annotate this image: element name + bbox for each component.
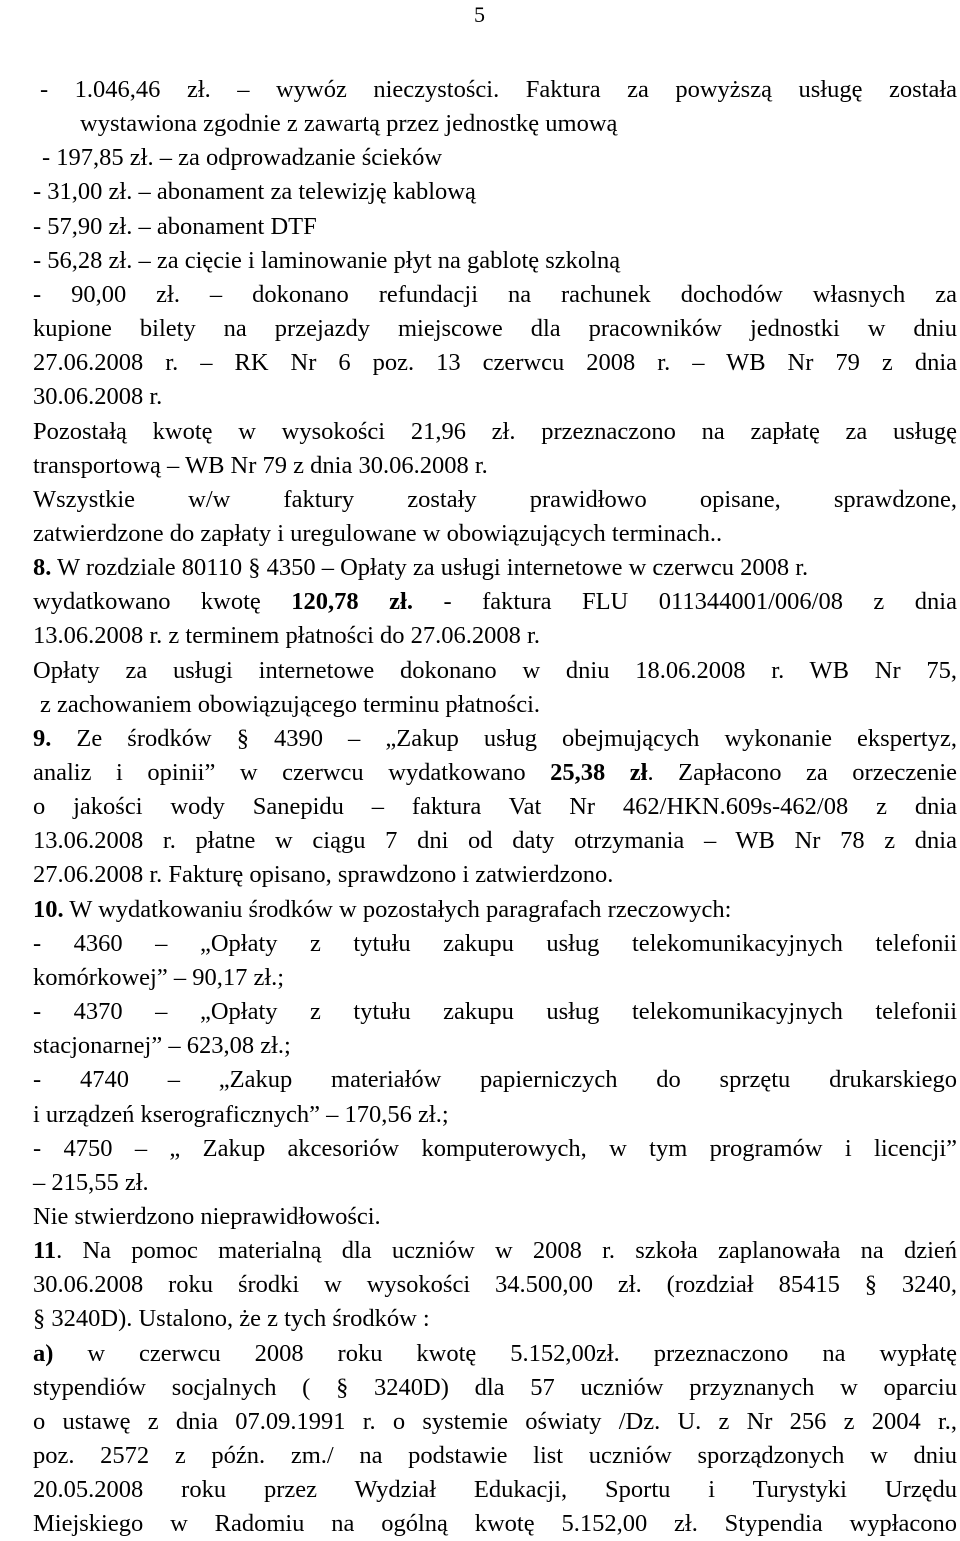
text-line bbox=[80, 107, 957, 141]
text-line bbox=[33, 312, 957, 346]
text-line bbox=[33, 551, 957, 585]
line-text: - 4370 – „Opłaty z tytułu zakupu usług telekomunikacyjnych telefonii bbox=[33, 998, 957, 1026]
text-line bbox=[33, 175, 957, 209]
line-text: . Na pomoc materialną dla uczniów w 2008 r. szkoła zaplanowała na dzień bbox=[56, 1237, 957, 1265]
text-line bbox=[33, 585, 957, 619]
text-line bbox=[33, 1268, 957, 1302]
text-line bbox=[33, 278, 957, 312]
text-line bbox=[33, 995, 957, 1029]
text-line bbox=[33, 380, 957, 414]
text-line bbox=[33, 346, 957, 380]
text-line bbox=[33, 1234, 957, 1268]
text-line bbox=[33, 1337, 957, 1371]
text-line bbox=[33, 1200, 957, 1234]
line-text: 20.05.2008 roku przez Wydział Edukacji, Sportu i Turystyki Urzędu bbox=[33, 1476, 957, 1504]
text-line bbox=[33, 244, 957, 278]
line-text: Nie stwierdzono nieprawidłowości. bbox=[33, 1202, 381, 1230]
line-text: 30.06.2008 r. bbox=[33, 383, 163, 411]
text-line bbox=[33, 654, 957, 688]
line-text: - 4750 – „ Zakup akcesoriów komputerowych, w tym programów i licencji” bbox=[33, 1134, 957, 1162]
line-text: - 197,85 zł. – za odprowadzanie ścieków bbox=[42, 144, 443, 172]
line-text: 30.06.2008 roku środki w wysokości 34.500,00 zł. (rozdział 85415 § 3240, bbox=[33, 1271, 957, 1299]
text-line bbox=[33, 927, 957, 961]
text-line bbox=[33, 1439, 957, 1473]
line-text: . Zapłacono za orzeczenie bbox=[647, 759, 958, 786]
line-text: W rozdziale 80110 § 4350 – Opłaty za usługi internetowe w czerwcu 2008 r. bbox=[51, 554, 809, 582]
page-number: 5 bbox=[474, 2, 485, 27]
text-line bbox=[33, 961, 957, 995]
line-text: wystawiona zgodnie z zawartą przez jednostkę umową bbox=[80, 110, 618, 138]
line-text: Wszystkie w/w faktury zostały prawidłowo opisane, sprawdzone, bbox=[33, 485, 957, 513]
line-text: § 3240D). Ustalono, że z tych środków : bbox=[33, 1305, 430, 1333]
line-text: 27.06.2008 r. – RK Nr 6 poz. 13 czerwcu 2008 r. – WB Nr 79 z dnia bbox=[33, 349, 957, 377]
text-line bbox=[33, 756, 957, 790]
line-text: - 4740 – „Zakup materiałów papierniczych do sprzętu drukarskiego bbox=[33, 1066, 957, 1094]
line-text: - 4360 – „Opłaty z tytułu zakupu usług telekomunikacyjnych telefonii bbox=[33, 929, 957, 957]
line-text: o ustawę z dnia 07.09.1991 r. o systemie oświaty /Dz. U. z Nr 256 z 2004 r., bbox=[33, 1407, 957, 1435]
text-line bbox=[33, 1166, 957, 1200]
text-line bbox=[42, 141, 957, 175]
line-text: stacjonarnej” – 623,08 zł.; bbox=[33, 1032, 291, 1060]
text-line bbox=[33, 893, 957, 927]
text-line bbox=[33, 1132, 957, 1166]
line-text: transportową – WB Nr 79 z dnia 30.06.2008 r. bbox=[33, 451, 488, 479]
line-text: 27.06.2008 r. Fakturę opisano, sprawdzono i zatwierdzono. bbox=[33, 861, 614, 889]
section-number: 11 bbox=[33, 1237, 57, 1265]
line-text: Pozostałą kwotę w wysokości 21,96 zł. przeznaczono na zapłatę za usługę bbox=[33, 417, 957, 445]
line-text: - 31,00 zł. – abonament za telewizję kablową bbox=[33, 178, 476, 206]
text-line bbox=[33, 1029, 957, 1063]
line-text: zatwierdzone do zapłaty i uregulowane w obowiązujących terminach.. bbox=[33, 519, 723, 547]
text-line bbox=[33, 210, 957, 244]
text-line bbox=[33, 1405, 957, 1439]
line-text: W wydatkowaniu środków w pozostałych paragrafach rzeczowych: bbox=[63, 895, 732, 923]
line-text: kupione bilety na przejazdy miejscowe dla pracowników jednostki w dniu bbox=[33, 315, 957, 343]
text-line bbox=[33, 415, 957, 449]
line-text: 13.06.2008 r. płatne w ciągu 7 dni od daty otrzymania – WB Nr 78 z dnia bbox=[33, 827, 957, 855]
line-text: i urządzeń kserograficznych” – 170,56 zł.; bbox=[33, 1100, 449, 1128]
text-line bbox=[33, 449, 957, 483]
section-number: 9. bbox=[33, 724, 52, 752]
line-text: komórkowej” – 90,17 zł.; bbox=[33, 963, 285, 991]
text-line bbox=[33, 1473, 957, 1507]
line-text: Ze środków § 4390 – „Zakup usług obejmujących wykonanie ekspertyz, bbox=[51, 724, 957, 752]
section-number: 8. bbox=[33, 554, 52, 582]
bold-amount: 25,38 zł bbox=[550, 759, 648, 786]
section-number: a) bbox=[33, 1339, 54, 1367]
line-text: – 215,55 zł. bbox=[33, 1168, 149, 1196]
text-line bbox=[40, 73, 957, 107]
text-line bbox=[33, 1063, 957, 1097]
section-number: 10. bbox=[33, 895, 64, 923]
line-text: wydatkowano kwotę bbox=[33, 588, 292, 616]
text-line bbox=[33, 1098, 957, 1132]
text-line bbox=[33, 858, 957, 892]
line-text: poz. 2572 z późn. zm./ na podstawie list uczniów sporządzonych w dniu bbox=[33, 1442, 957, 1469]
text-line bbox=[33, 1302, 957, 1336]
text-line bbox=[40, 688, 957, 722]
text-line bbox=[33, 1507, 957, 1541]
bold-amount: 120,78 zł. bbox=[291, 588, 413, 616]
line-text: w czerwcu 2008 roku kwotę 5.152,00zł. przeznaczono na wypłatę bbox=[53, 1339, 957, 1367]
text-line bbox=[33, 1371, 957, 1405]
line-text: 13.06.2008 r. z terminem płatności do 27.06.2008 r. bbox=[33, 622, 540, 650]
line-text: analiz i opinii” w czerwcu wydatkowano bbox=[33, 759, 551, 786]
line-text: stypendiów socjalnych ( § 3240D) dla 57 uczniów przyznanych w oparciu bbox=[33, 1373, 957, 1401]
line-text: Miejskiego w Radomiu na ogólną kwotę 5.152,00 zł. Stypendia wypłacono bbox=[33, 1510, 957, 1538]
text-line bbox=[33, 824, 957, 858]
line-text: - 90,00 zł. – dokonano refundacji na rachunek dochodów własnych za bbox=[33, 280, 957, 308]
text-line bbox=[33, 517, 957, 551]
text-line bbox=[33, 790, 957, 824]
text-line bbox=[33, 722, 957, 756]
line-text: - 56,28 zł. – za cięcie i laminowanie płyt na gablotę szkolną bbox=[33, 246, 621, 274]
line-text: - 1.046,46 zł. – wywóz nieczystości. Faktura za powyższą usługę została bbox=[40, 76, 957, 103]
text-line bbox=[33, 483, 957, 517]
line-text: - 57,90 zł. – abonament DTF bbox=[33, 212, 317, 240]
line-text: z zachowaniem obowiązującego terminu płatności. bbox=[40, 690, 541, 718]
text-line bbox=[33, 619, 957, 653]
line-text: o jakości wody Sanepidu – faktura Vat Nr 462/HKN.609s-462/08 z dnia bbox=[33, 793, 957, 821]
line-text: - faktura FLU 011344001/006/08 z dnia bbox=[412, 588, 957, 616]
line-text: Opłaty za usługi internetowe dokonano w dniu 18.06.2008 r. WB Nr 75, bbox=[33, 656, 957, 684]
